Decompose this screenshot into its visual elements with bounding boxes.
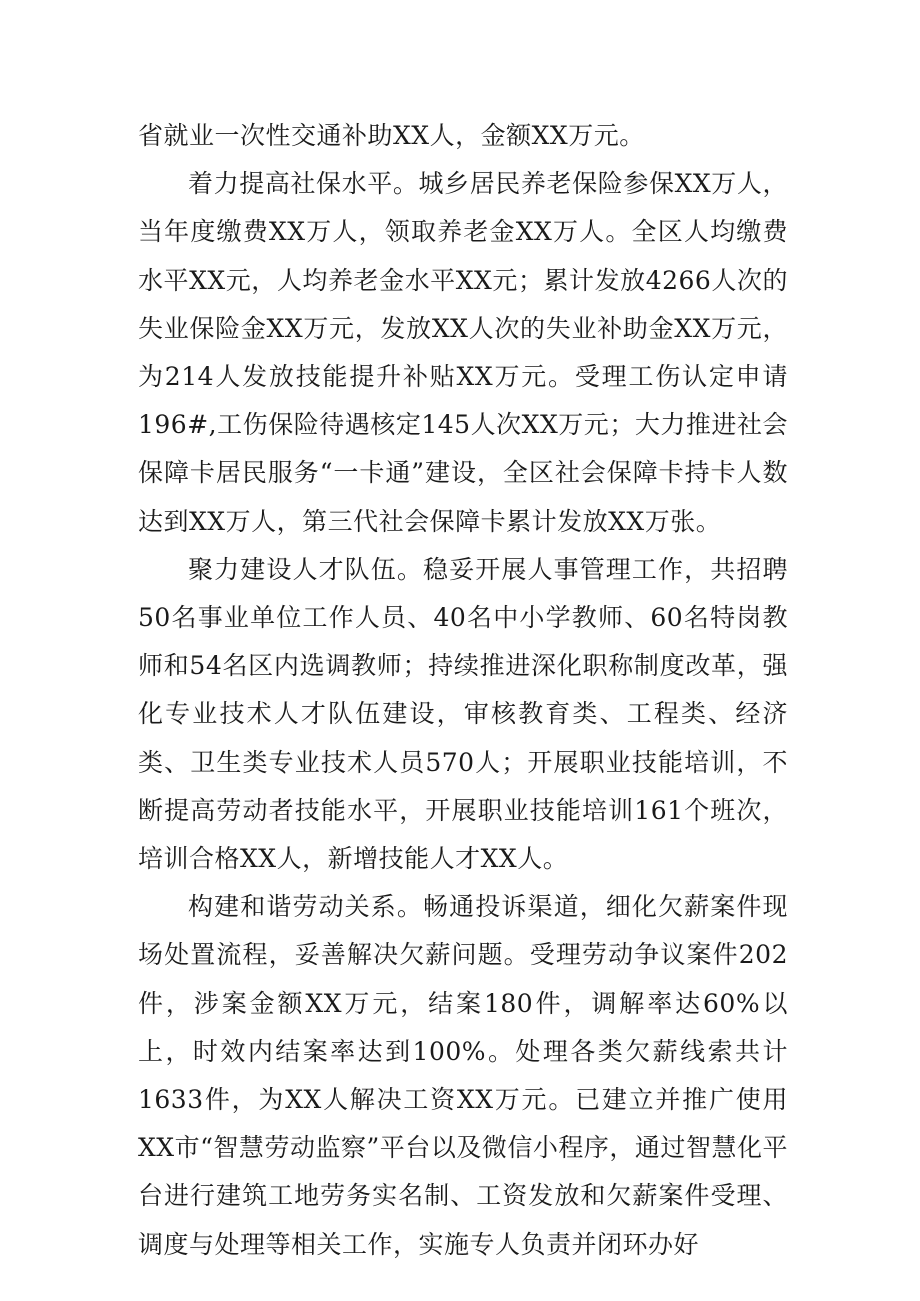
paragraph-labor-relations: 构建和谐劳动关系。畅通投诉渠道，细化欠薪案件现场处置流程，妥善解决欠薪问题。受理劳动争议案件202件，涉案金额XX万元，结案180件，调解率达60%以上，时效内结案率达到100%。处理各类欠薪线索共计1633件，为XX人解决工资XX万元。已建立并推广使用XX市“智慧劳动监察”平台以及微信小程序，通过智慧化平台进行建筑工地劳务实名制、工资发放和欠薪案件受理、调度与处理等相关工作，实施专人负责并闭环办好 — [138, 892, 788, 1259]
document-body — [138, 112, 788, 1269]
paragraph-social-security: 着力提高社保水平。城乡居民养老保险参保XX万人，当年度缴费XX万人，领取养老金XX万人。全区人均缴费水平XX元，人均养老金水平XX元；累计发放4266人次的失业保险金XX万元，发放XX人次的失业补助金XX万元，为214人发放技能提升补贴XX万元。受理工伤认定申请196#,工伤保险待遇核定145人次XX万元；大力推进社会保障卡居民服务“一卡通”建设，全区社会保障卡持卡人数达到XX万人，第三代社会保障卡累计发放XX万张。 — [138, 169, 788, 536]
paragraph-talent-team: 聚力建设人才队伍。稳妥开展人事管理工作，共招聘50名事业单位工作人员、40名中小学教师、60名特岗教师和54名区内选调教师；持续推进深化职称制度改革，强化专业技术人才队伍建设，审核教育类、工程类、经济类、卫生类专业技术人员570人；开展职业技能培训，不断提高劳动者技能水平，开展职业技能培训161个班次，培训合格XX人，新增技能人才XX人。 — [138, 554, 788, 874]
paragraph-continuation: 省就业一次性交通补助XX人，金额XX万元。 — [138, 121, 645, 150]
